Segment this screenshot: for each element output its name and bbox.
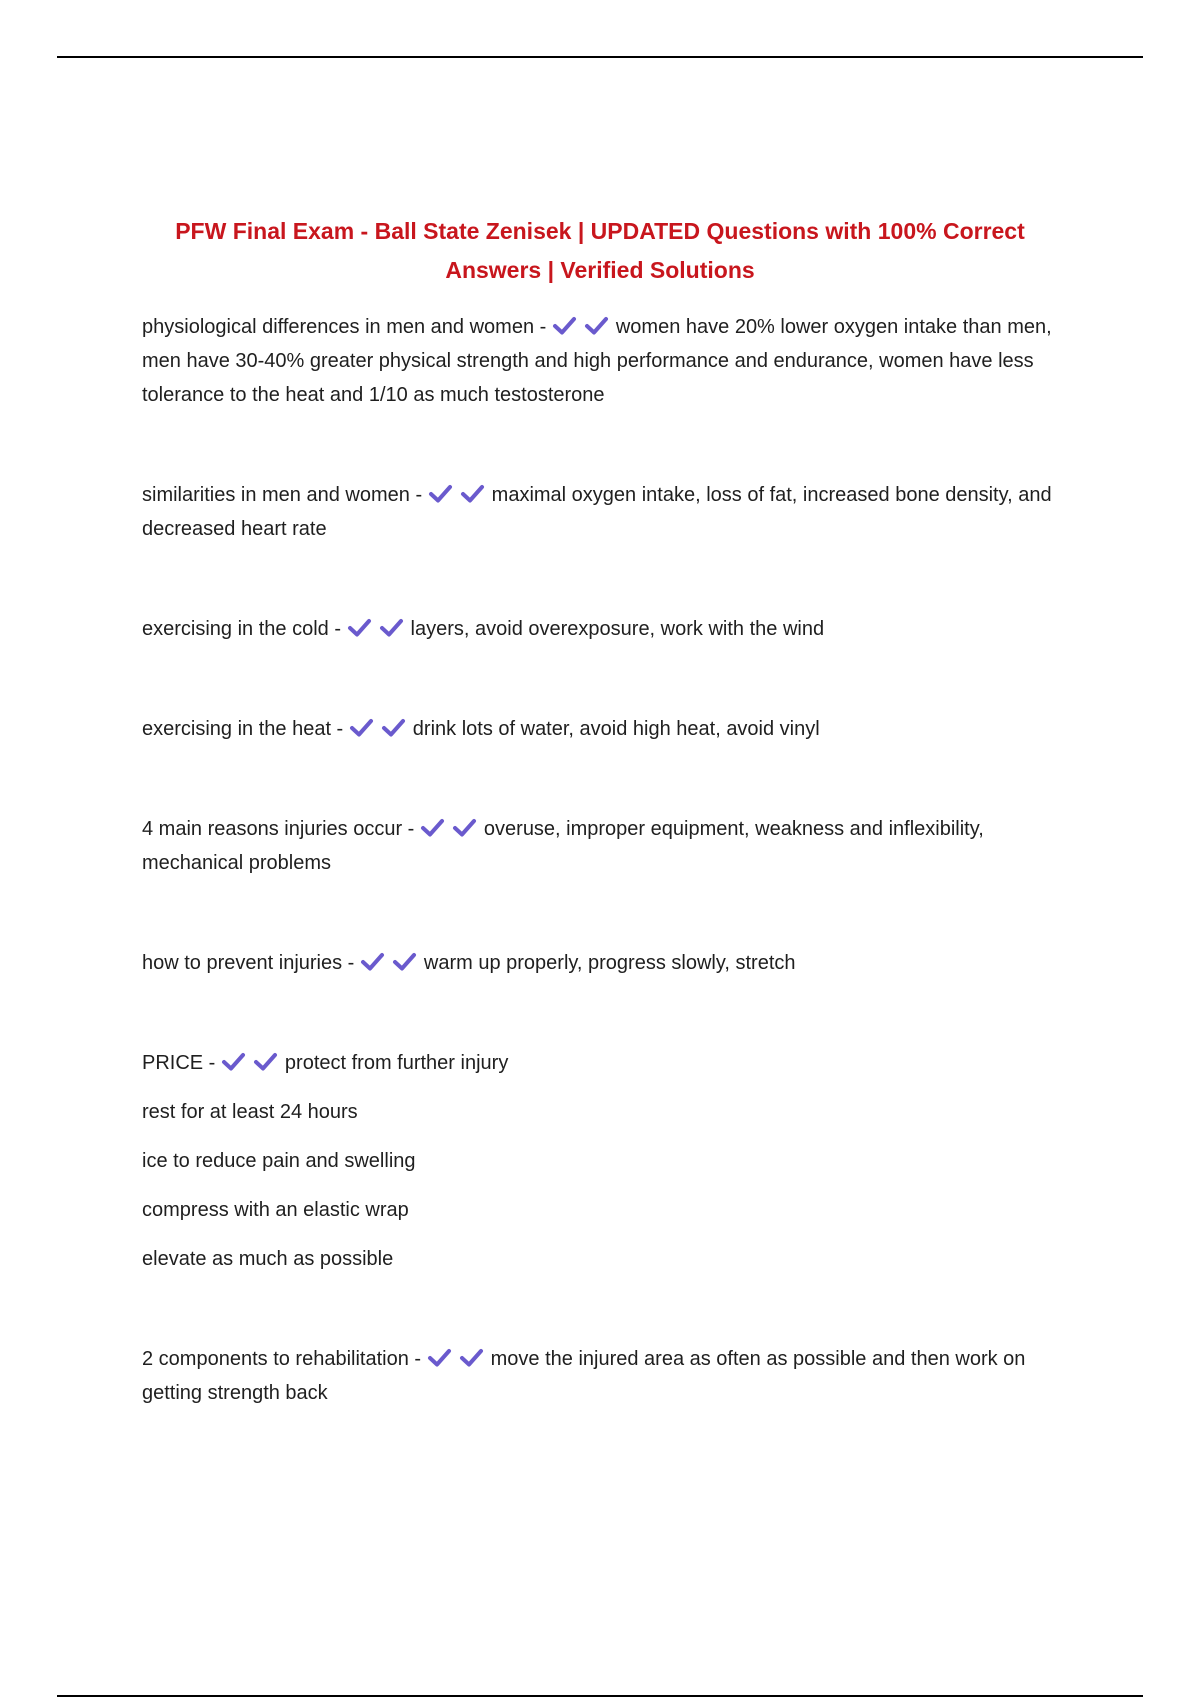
qa-answer: layers, avoid overexposure, work with the wind: [410, 618, 825, 640]
qa-item: [142, 946, 1062, 980]
qa-item: [142, 612, 1062, 646]
qa-item: [142, 1342, 1062, 1410]
qa-answer-line: ice to reduce pain and swelling: [142, 1150, 416, 1172]
qa-answer: drink lots of water, avoid high heat, avoid vinyl: [412, 718, 820, 740]
check-mark-icon: [459, 1348, 484, 1368]
qa-answer-line: rest for at least 24 hours: [142, 1101, 358, 1123]
check-mark-icon: [460, 484, 485, 504]
qa-item: [142, 712, 1062, 746]
qa-term: physiological differences in men and women -: [142, 316, 547, 338]
qa-term: 2 components to rehabilitation -: [142, 1348, 422, 1370]
qa-term: similarities in men and women -: [142, 484, 423, 506]
qa-item: [142, 1046, 1062, 1080]
qa-answer-line: compress with an elastic wrap: [142, 1199, 409, 1221]
qa-item: [142, 310, 1062, 412]
check-mark-icon: [360, 952, 385, 972]
check-mark-icon: [253, 1052, 278, 1072]
qa-item: [142, 478, 1062, 546]
check-mark-icon: [452, 818, 477, 838]
qa-item: [142, 812, 1062, 880]
qa-term: 4 main reasons injuries occur -: [142, 818, 415, 840]
qa-answer: warm up properly, progress slowly, stretch: [423, 952, 796, 974]
qa-answer: overuse, improper equipment, weakness and inflexibility, mechanical problems: [142, 818, 984, 874]
bottom-rule: [57, 1695, 1143, 1697]
qa-answer-line: elevate as much as possible: [142, 1248, 394, 1270]
qa-answer: women have 20% lower oxygen intake than men, men have 30-40% greater physical strength and high performance and endurance, women have less tolerance to the heat and 1/10 as much testosterone: [142, 316, 1052, 406]
qa-list: [142, 310, 1062, 1410]
qa-answer: maximal oxygen intake, loss of fat, increased bone density, and decreased heart rate: [142, 484, 1052, 540]
qa-term: exercising in the heat -: [142, 718, 344, 740]
check-mark-icon: [584, 316, 609, 336]
qa-term: how to prevent injuries -: [142, 952, 355, 974]
check-mark-icon: [420, 818, 445, 838]
check-mark-icon: [379, 618, 404, 638]
document-title: PFW Final Exam - Ball State Zenisek | UPDATED Questions with 100% Correct Answers | Verified Solutions: [175, 218, 1025, 283]
top-rule: [57, 56, 1143, 58]
qa-answer: protect from further injury: [284, 1052, 509, 1074]
check-mark-icon: [381, 718, 406, 738]
check-mark-icon: [427, 1348, 452, 1368]
check-mark-icon: [552, 316, 577, 336]
qa-answer: move the injured area as often as possible and then work on getting strength back: [142, 1348, 1026, 1404]
check-mark-icon: [428, 484, 453, 504]
check-mark-icon: [392, 952, 417, 972]
qa-term: exercising in the cold -: [142, 618, 341, 640]
qa-term: PRICE -: [142, 1052, 216, 1074]
check-mark-icon: [349, 718, 374, 738]
check-mark-icon: [347, 618, 372, 638]
check-mark-icon: [221, 1052, 246, 1072]
